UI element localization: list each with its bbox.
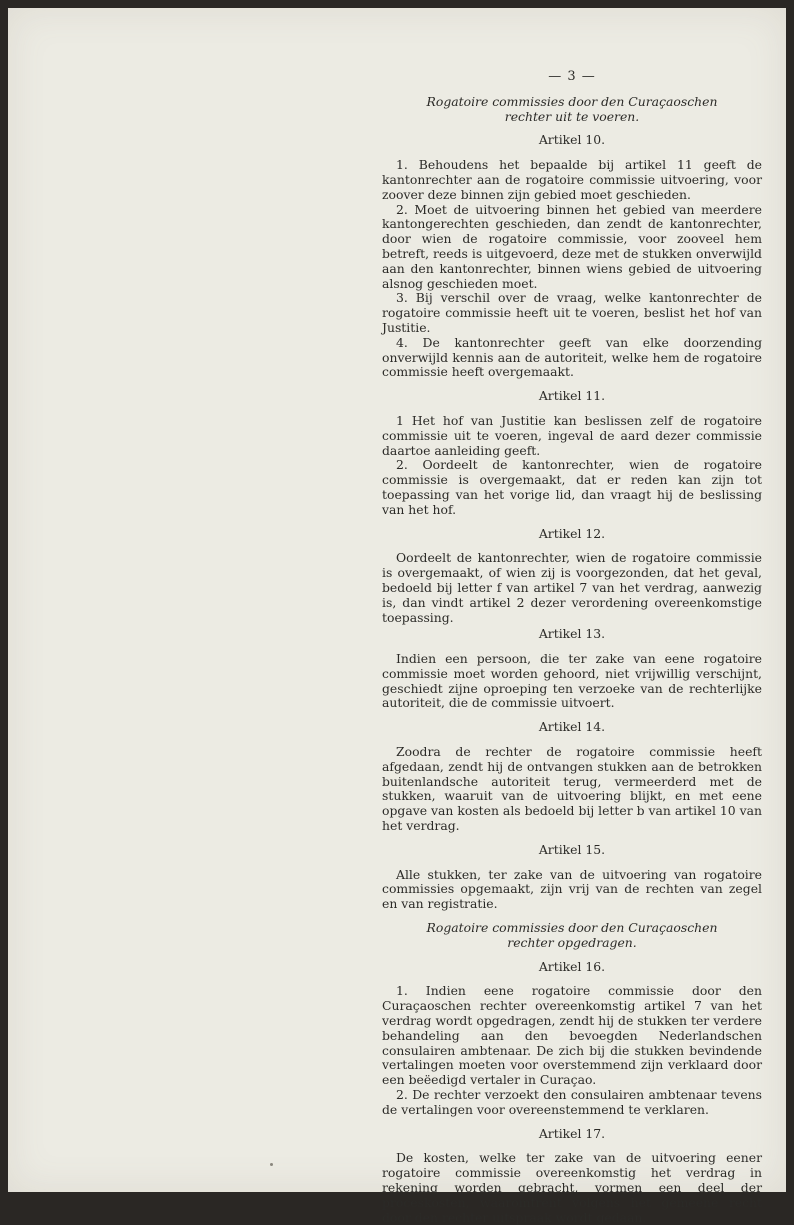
- article-10-para-2: 2. Moet de uitvoering binnen het gebied van meerdere kantongerechten geschieden, dan zendt de kantonrechter, door wien de rogatoire commissie, voor zooveel hem betreft, reeds is uitgevoerd, deze met de stukken onverwijld aan den kantonrechter, binnen wiens gebied de uitvoering alsnog geschieden moet.: [382, 201, 762, 291]
- article-15-para-1: Alle stukken, ter zake van de uitvoering van rogatoire commissies opgemaakt, zijn vrij van de rechten van zegel en van registratie.: [382, 866, 762, 912]
- article-16-para-1: 1. Indien eene rogatoire commissie door den Curaçaoschen rechter overeenkomstig artikel 7 van het verdrag wordt opgedragen, zendt hij de stukken ter verdere behandeling aan den bevoegden Nederlandschen consulairen ambtenaar. De zich bij die stukken bevindende vertalingen moeten voor overstemmend zijn verklaard door een beëedigd vertaler in Curaçao.: [382, 983, 762, 1088]
- paper-speck: [270, 1163, 273, 1166]
- article-10-title: Artikel 10.: [538, 132, 606, 148]
- text-column: [382, 70, 762, 1225]
- heading-line: Rogatoire commissies door den Curaçaoschen: [426, 93, 718, 109]
- article-14-para-1: Zoodra de rechter de rogatoire commissie heeft afgedaan, zendt hij de ontvangen stukken aan de betrokken buitenlandsche autoriteit terug, vermeerderd met de stukken, waaruit van de uitvoering blijkt, en met eene opgave van kosten als bedoeld bij letter b van artikel 10 van het verdrag.: [382, 744, 762, 834]
- article-12-para-1: Oordeelt de kantonrechter, wien de rogatoire commissie is overgemaakt, of wien zij is voorgezonden, dat het geval, bedoeld bij letter f van artikel 7 van het verdrag, aanwezig is, dan vindt artikel 2 dezer verordening overeenkomstige toepassing.: [382, 550, 762, 625]
- article-10-para-4: 4. De kantonrechter geeft van elke doorzending onverwijld kennis aan de autoriteit, welke hem de rogatoire commissie heeft overgemaakt.: [382, 334, 762, 380]
- article-10-para-3: 3. Bij verschil over de vraag, welke kantonrechter de rogatoire commissie heeft uit te voeren, beslist het hof van Justitie.: [382, 290, 762, 335]
- article-11-para-2: 2. Oordeelt de kantonrechter, wien de rogatoire commissie is overgemaakt, dat er reden kan zijn tot toepassing van het vorige lid, dan vraagt hij de beslissing van het hof.: [382, 457, 762, 517]
- heading-line: Rogatoire commissies door den Curaçaoschen: [426, 920, 718, 936]
- article-17-para-1: De kosten, welke ter zake van de uitvoering eener rogatoire commissie overeenkomstig het verdrag in rekening worden gebracht, vormen een deel der proceskosten, waaromtrent volgens het gemeene recht door den rechter uitspraak wordt gedaan.: [382, 1150, 762, 1225]
- article-15-title: Artikel 15.: [538, 841, 606, 857]
- article-13-title: Artikel 13.: [538, 626, 606, 642]
- article-11-title: Artikel 11.: [538, 388, 606, 404]
- document-page: [8, 8, 786, 1225]
- article-16-title: Artikel 16.: [538, 958, 606, 974]
- article-16-para-2: 2. De rechter verzoekt den consulairen ambtenaar tevens de vertalingen voor overeenstemmend te verklaren.: [382, 1087, 762, 1117]
- section-heading-executed: [382, 95, 762, 125]
- article-13-para-1: Indien een persoon, die ter zake van eene rogatoire commissie moet worden gehoord, niet vrijwillig verschijnt, geschiedt zijne oproeping ten verzoeke van de rechterlijke autoriteit, die de commissie uitvoert.: [382, 651, 762, 711]
- article-14-title: Artikel 14.: [538, 719, 606, 735]
- article-17-title: Artikel 17.: [538, 1125, 606, 1141]
- page-number: — 3 —: [548, 69, 596, 84]
- article-11-para-1: 1 Het hof van Justitie kan beslissen zelf de rogatoire commissie uit te voeren, ingeval de aard dezer commissie daartoe aanleiding geeft.: [382, 412, 762, 458]
- heading-line: rechter opgedragen.: [507, 934, 637, 950]
- heading-line: rechter uit te voeren.: [504, 108, 640, 124]
- section-heading-assigned: [382, 921, 762, 951]
- article-12-title: Artikel 12.: [538, 525, 606, 541]
- article-10-para-1: 1. Behoudens het bepaalde bij artikel 11 geeft de kantonrechter aan de rogatoire commissie uitvoering, voor zoover deze binnen zijn gebied moet geschieden.: [382, 157, 762, 202]
